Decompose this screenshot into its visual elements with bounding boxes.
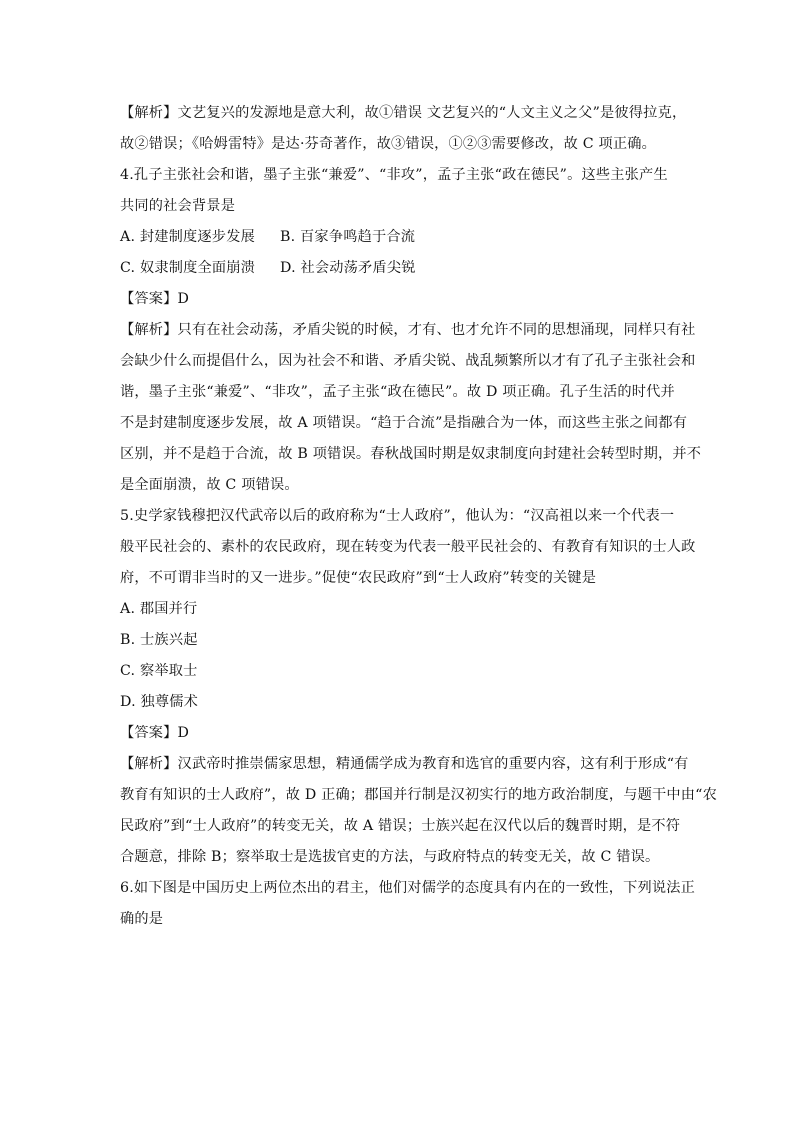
text-line: 民政府”到“士人政府”的转变无关，故 A 错误；士族兴起在汉代以后的魏晋时期，是不符 [120,818,681,834]
document-page [120,98,718,935]
option-row [120,253,676,284]
text-line: 不是封建制度逐步发展，故 A 项错误。“趋于合流”是指融合为一体，而这些主张之间都有 [120,415,688,431]
question-stem-line: 6.如下图是中国历史上两位杰出的君主，他们对儒学的态度具有内在的一致性，下列说法正 [120,880,696,896]
question-stem-line: 般平民社会的、素朴的农民政府，现在转变为代表一般平民社会的、有教育有知识的士人政 [120,539,696,555]
text-line: 【解析】文艺复兴的发源地是意大利，故①错误 文艺复兴的“人文主义之父”是彼得拉克， [120,105,687,121]
option-a: A. 郡国并行 [120,601,198,617]
answer-line: 【答案】D [120,291,190,307]
analysis-q3 [120,98,687,160]
analysis-q5 [120,749,718,873]
answer-q4 [120,284,676,315]
text-line: 【解析】汉武帝时推崇儒家思想，精通儒学成为教育和选官的重要内容，这有利于形成“有 [120,756,689,772]
option-d: D. 社会动荡矛盾尖锐 [280,260,416,276]
text-line: 区别，并不是趋于合流，故 B 项错误。春秋战国时期是奴隶制度向封建社会转型时期，并不 [120,446,702,462]
question-5 [120,501,696,594]
option-c: C. 奴隶制度全面崩溃 [120,260,256,276]
question-stem-line: 5.史学家钱穆把汉代武帝以后的政府称为“士人政府”，他认为：“汉高祖以来一个代表一 [120,508,675,524]
question-stem-line: 共同的社会背景是 [120,198,236,214]
question-6 [120,873,696,935]
option-c: C. 察举取士 [120,663,198,679]
question-stem-line: 4.孔子主张社会和谐，墨子主张“兼爱”、“非攻”，孟子主张“政在德民”。这些主张产生 [120,167,668,183]
text-line: 合题意，排除 B；察举取士是选拔官吏的方法，与政府特点的转变无关，故 C 错误。 [120,849,660,865]
option-d: D. 独尊儒术 [120,694,199,710]
text-line: 【解析】只有在社会动荡，矛盾尖锐的时候，才有、也才允许不同的思想涌现，同样只有社 [120,322,696,338]
option-b: B. 士族兴起 [120,632,198,648]
option-row [120,222,676,253]
analysis-q4 [120,315,702,501]
question-stem-line: 府，不可谓非当时的又一进步。”促使“农民政府”到“士人政府”转变的关键是 [120,570,597,586]
question-4 [120,160,676,222]
answer-q5 [120,718,676,749]
options-q5 [120,594,676,718]
question-stem-line: 确的是 [120,911,164,927]
option-b: B. 百家争鸣趋于合流 [280,229,416,245]
option-a: A. 封建制度逐步发展 [120,229,255,245]
text-line: 教育有知识的士人政府”，故 D 正确；郡国并行制是汉初实行的地方政治制度，与题干中由“农 [120,787,718,803]
text-line: 会缺少什么而提倡什么，因为社会不和谐、矛盾尖锐、战乱频繁所以才有了孔子主张社会和 [120,353,696,369]
text-line: 谐，墨子主张“兼爱”、“非攻”，孟子主张“政在德民”。故 D 项正确。孔子生活的时代并 [120,384,675,400]
text-line: 是全面崩溃，故 C 项错误。 [120,477,299,493]
text-line: 故②错误；《哈姆雷特》是达·芬奇著作，故③错误，①②③需要修改，故 C 项正确。 [120,136,657,152]
options-q4 [120,222,676,284]
answer-line: 【答案】D [120,725,190,741]
